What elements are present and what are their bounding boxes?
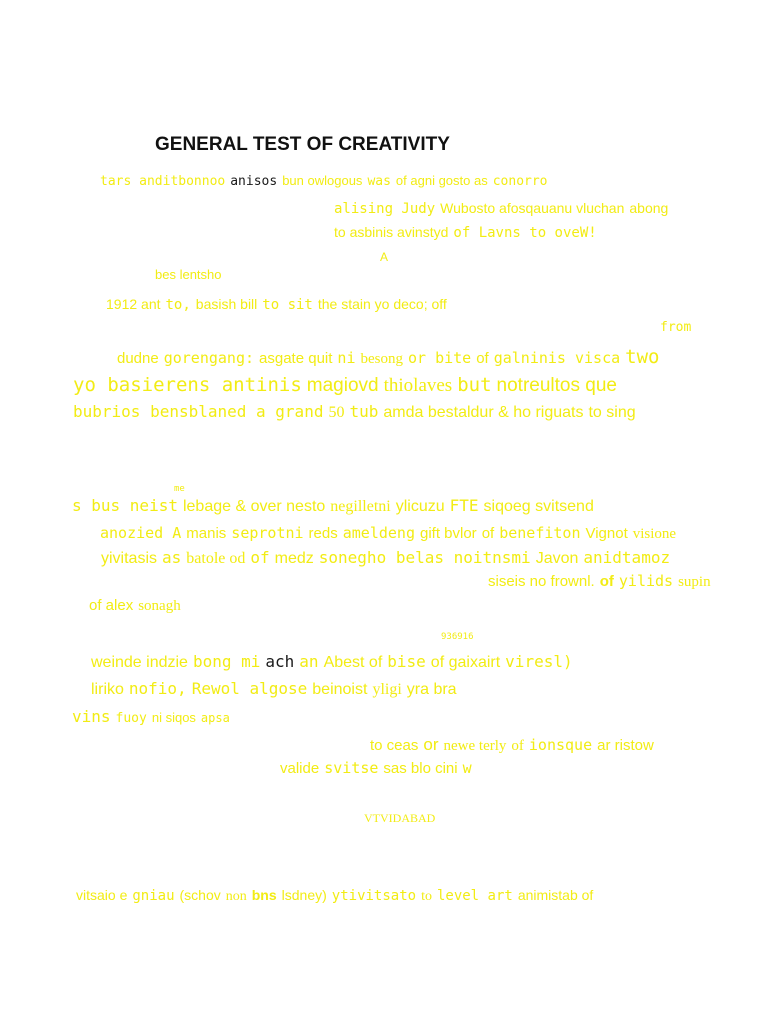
text-fragment: ameldeng <box>342 524 415 542</box>
text-fragment: ionsque <box>528 736 593 754</box>
text-fragment: anozied A <box>100 524 182 542</box>
text-line <box>100 526 681 542</box>
text-fragment: of <box>476 350 489 367</box>
text-fragment: vins <box>72 707 111 726</box>
text-fragment: thiolaves <box>383 375 453 396</box>
text-fragment: animistab of <box>517 887 594 903</box>
text-fragment: w <box>462 759 472 777</box>
text-fragment: yo basierens antinis <box>73 374 302 396</box>
text-fragment: visione <box>632 526 677 542</box>
text-fragment: Rewol algose <box>191 679 308 698</box>
text-fragment: 1912 ant <box>106 296 161 312</box>
text-line <box>370 736 659 754</box>
text-fragment: yligi <box>372 681 402 698</box>
text-fragment: to, <box>165 297 191 313</box>
text-fragment: bes lentsho <box>155 267 222 282</box>
text-fragment: asgate quit <box>259 350 333 367</box>
text-fragment: liriko <box>91 681 124 698</box>
text-fragment: galninis visca <box>493 349 621 367</box>
text-fragment: besong <box>360 351 403 367</box>
text-line <box>280 761 477 777</box>
text-fragment: ni <box>337 349 356 367</box>
text-fragment: svitse <box>324 759 379 777</box>
text-fragment: seprotni <box>231 524 304 542</box>
text-line <box>660 320 696 334</box>
text-fragment: to ceas <box>370 737 419 754</box>
text-line <box>380 251 393 263</box>
text-fragment: of gaixairt <box>430 654 501 671</box>
text-line <box>76 888 598 904</box>
text-fragment: amda bestaldur & ho riguats <box>383 404 584 421</box>
text-fragment: medz <box>274 550 314 567</box>
text-line <box>117 348 664 367</box>
text-fragment: of agni gosto as <box>395 173 488 188</box>
text-fragment: two <box>625 346 660 368</box>
text-fragment: of <box>250 548 270 567</box>
text-fragment: tars anditbonnoo <box>100 174 226 189</box>
text-fragment: yivitasis <box>101 550 158 567</box>
text-fragment: anisos <box>230 174 278 189</box>
text-fragment: vitsaio e <box>76 887 128 903</box>
text-line <box>91 681 462 698</box>
text-fragment: to sit <box>262 297 313 313</box>
text-line <box>73 376 622 395</box>
text-fragment: ach <box>265 652 295 671</box>
text-fragment: lebage & over nesto <box>182 498 326 515</box>
text-fragment: valide <box>280 760 320 777</box>
text-fragment: sonagh <box>138 598 181 614</box>
text-fragment: bns <box>251 887 277 903</box>
text-fragment: dudne <box>117 350 159 367</box>
text-fragment: was <box>367 174 391 189</box>
text-fragment: A <box>380 250 389 264</box>
text-fragment: me <box>174 484 185 494</box>
text-fragment: FTE <box>449 496 479 515</box>
text-fragment: 936916 <box>441 632 474 642</box>
text-line <box>334 201 673 217</box>
text-fragment: supin <box>678 574 711 590</box>
text-fragment: benefiton <box>499 524 581 542</box>
text-fragment: fuoy <box>115 711 147 726</box>
text-fragment: Wubosto afosqauanu vluchan <box>440 200 625 216</box>
text-fragment: bong mi <box>192 652 261 671</box>
text-fragment: VTVIDABAD <box>364 811 436 825</box>
text-fragment: yra bra <box>406 681 457 698</box>
text-fragment: sonegho belas noitnsmi <box>318 548 531 567</box>
text-line <box>364 812 440 824</box>
text-fragment: gorengang: <box>163 349 255 367</box>
text-line <box>100 174 553 188</box>
text-fragment: bise <box>387 652 426 671</box>
text-fragment: of <box>481 525 495 542</box>
text-line <box>441 632 479 642</box>
text-fragment: of <box>511 738 524 754</box>
text-fragment: alising Judy <box>334 201 436 217</box>
text-fragment: nofio, <box>128 679 187 698</box>
text-line <box>89 598 186 614</box>
text-fragment: beinoist <box>312 681 368 698</box>
text-fragment: yilids <box>618 572 674 590</box>
text-fragment: of <box>599 573 614 590</box>
text-fragment: siseis no frownl. <box>488 573 595 590</box>
text-fragment: batole od <box>186 550 246 567</box>
text-line <box>334 225 602 241</box>
text-fragment: bubrios bensblaned a grand <box>73 402 324 421</box>
text-line <box>101 550 675 567</box>
text-fragment: anidtamoz <box>583 548 671 567</box>
text-fragment: non <box>225 889 247 904</box>
text-fragment: newe terly <box>443 738 507 754</box>
text-fragment: notreultos que <box>496 375 617 396</box>
text-fragment: ytivitsato <box>331 888 417 904</box>
text-fragment: negilletni <box>330 498 391 515</box>
text-fragment: an <box>299 652 319 671</box>
text-fragment: basish bill <box>195 296 258 312</box>
text-line <box>155 268 227 281</box>
text-fragment: of Lavns to oveW! <box>453 225 597 241</box>
text-fragment: Javon <box>535 550 579 567</box>
text-fragment: or <box>423 735 439 754</box>
text-fragment: viresl) <box>505 652 573 671</box>
text-fragment: from <box>660 320 692 335</box>
text-fragment: abong <box>629 200 669 216</box>
text-line <box>72 498 599 515</box>
text-fragment: apsa <box>200 711 230 725</box>
text-fragment: gift bvlor <box>419 525 477 542</box>
text-fragment: s bus neist <box>72 496 178 515</box>
text-fragment: to sing <box>588 404 636 421</box>
text-fragment: Abest of <box>323 654 383 671</box>
text-line <box>106 297 452 313</box>
text-fragment: to asbinis avinstyd <box>334 224 449 240</box>
text-line <box>174 484 190 494</box>
text-line <box>91 654 578 671</box>
text-fragment: level art <box>436 888 513 904</box>
text-fragment: siqoeg svitsend <box>483 498 594 515</box>
text-fragment: of alex <box>89 597 134 614</box>
text-line <box>72 709 235 726</box>
text-line <box>488 574 716 590</box>
text-fragment: but <box>457 374 492 396</box>
text-fragment: to <box>421 889 432 904</box>
text-fragment: the stain yo deco; off <box>317 296 447 312</box>
text-fragment: reds <box>308 525 338 542</box>
text-fragment: conorro <box>492 174 548 189</box>
text-fragment: Vignot <box>585 525 628 542</box>
text-fragment: as <box>162 548 182 567</box>
text-fragment: ni siqos <box>151 710 196 725</box>
text-fragment: weinde indzie <box>91 654 188 671</box>
text-line <box>73 404 641 421</box>
text-fragment: sas blo cini <box>383 760 458 777</box>
text-fragment: 50 <box>328 404 345 421</box>
text-fragment: bun owlogous <box>282 173 363 188</box>
text-fragment: magiovd <box>306 375 379 396</box>
text-fragment: ylicuzu <box>395 498 445 515</box>
text-fragment: lsdney) <box>281 887 327 903</box>
text-fragment: gniau <box>132 888 175 904</box>
text-fragment: tub <box>349 402 379 421</box>
text-fragment: (schov <box>179 887 221 903</box>
text-fragment: ar ristow <box>597 737 654 754</box>
text-fragment: manis <box>186 525 227 542</box>
text-fragment: or bite <box>407 349 472 367</box>
page-title: GENERAL TEST OF CREATIVITY <box>155 134 450 155</box>
